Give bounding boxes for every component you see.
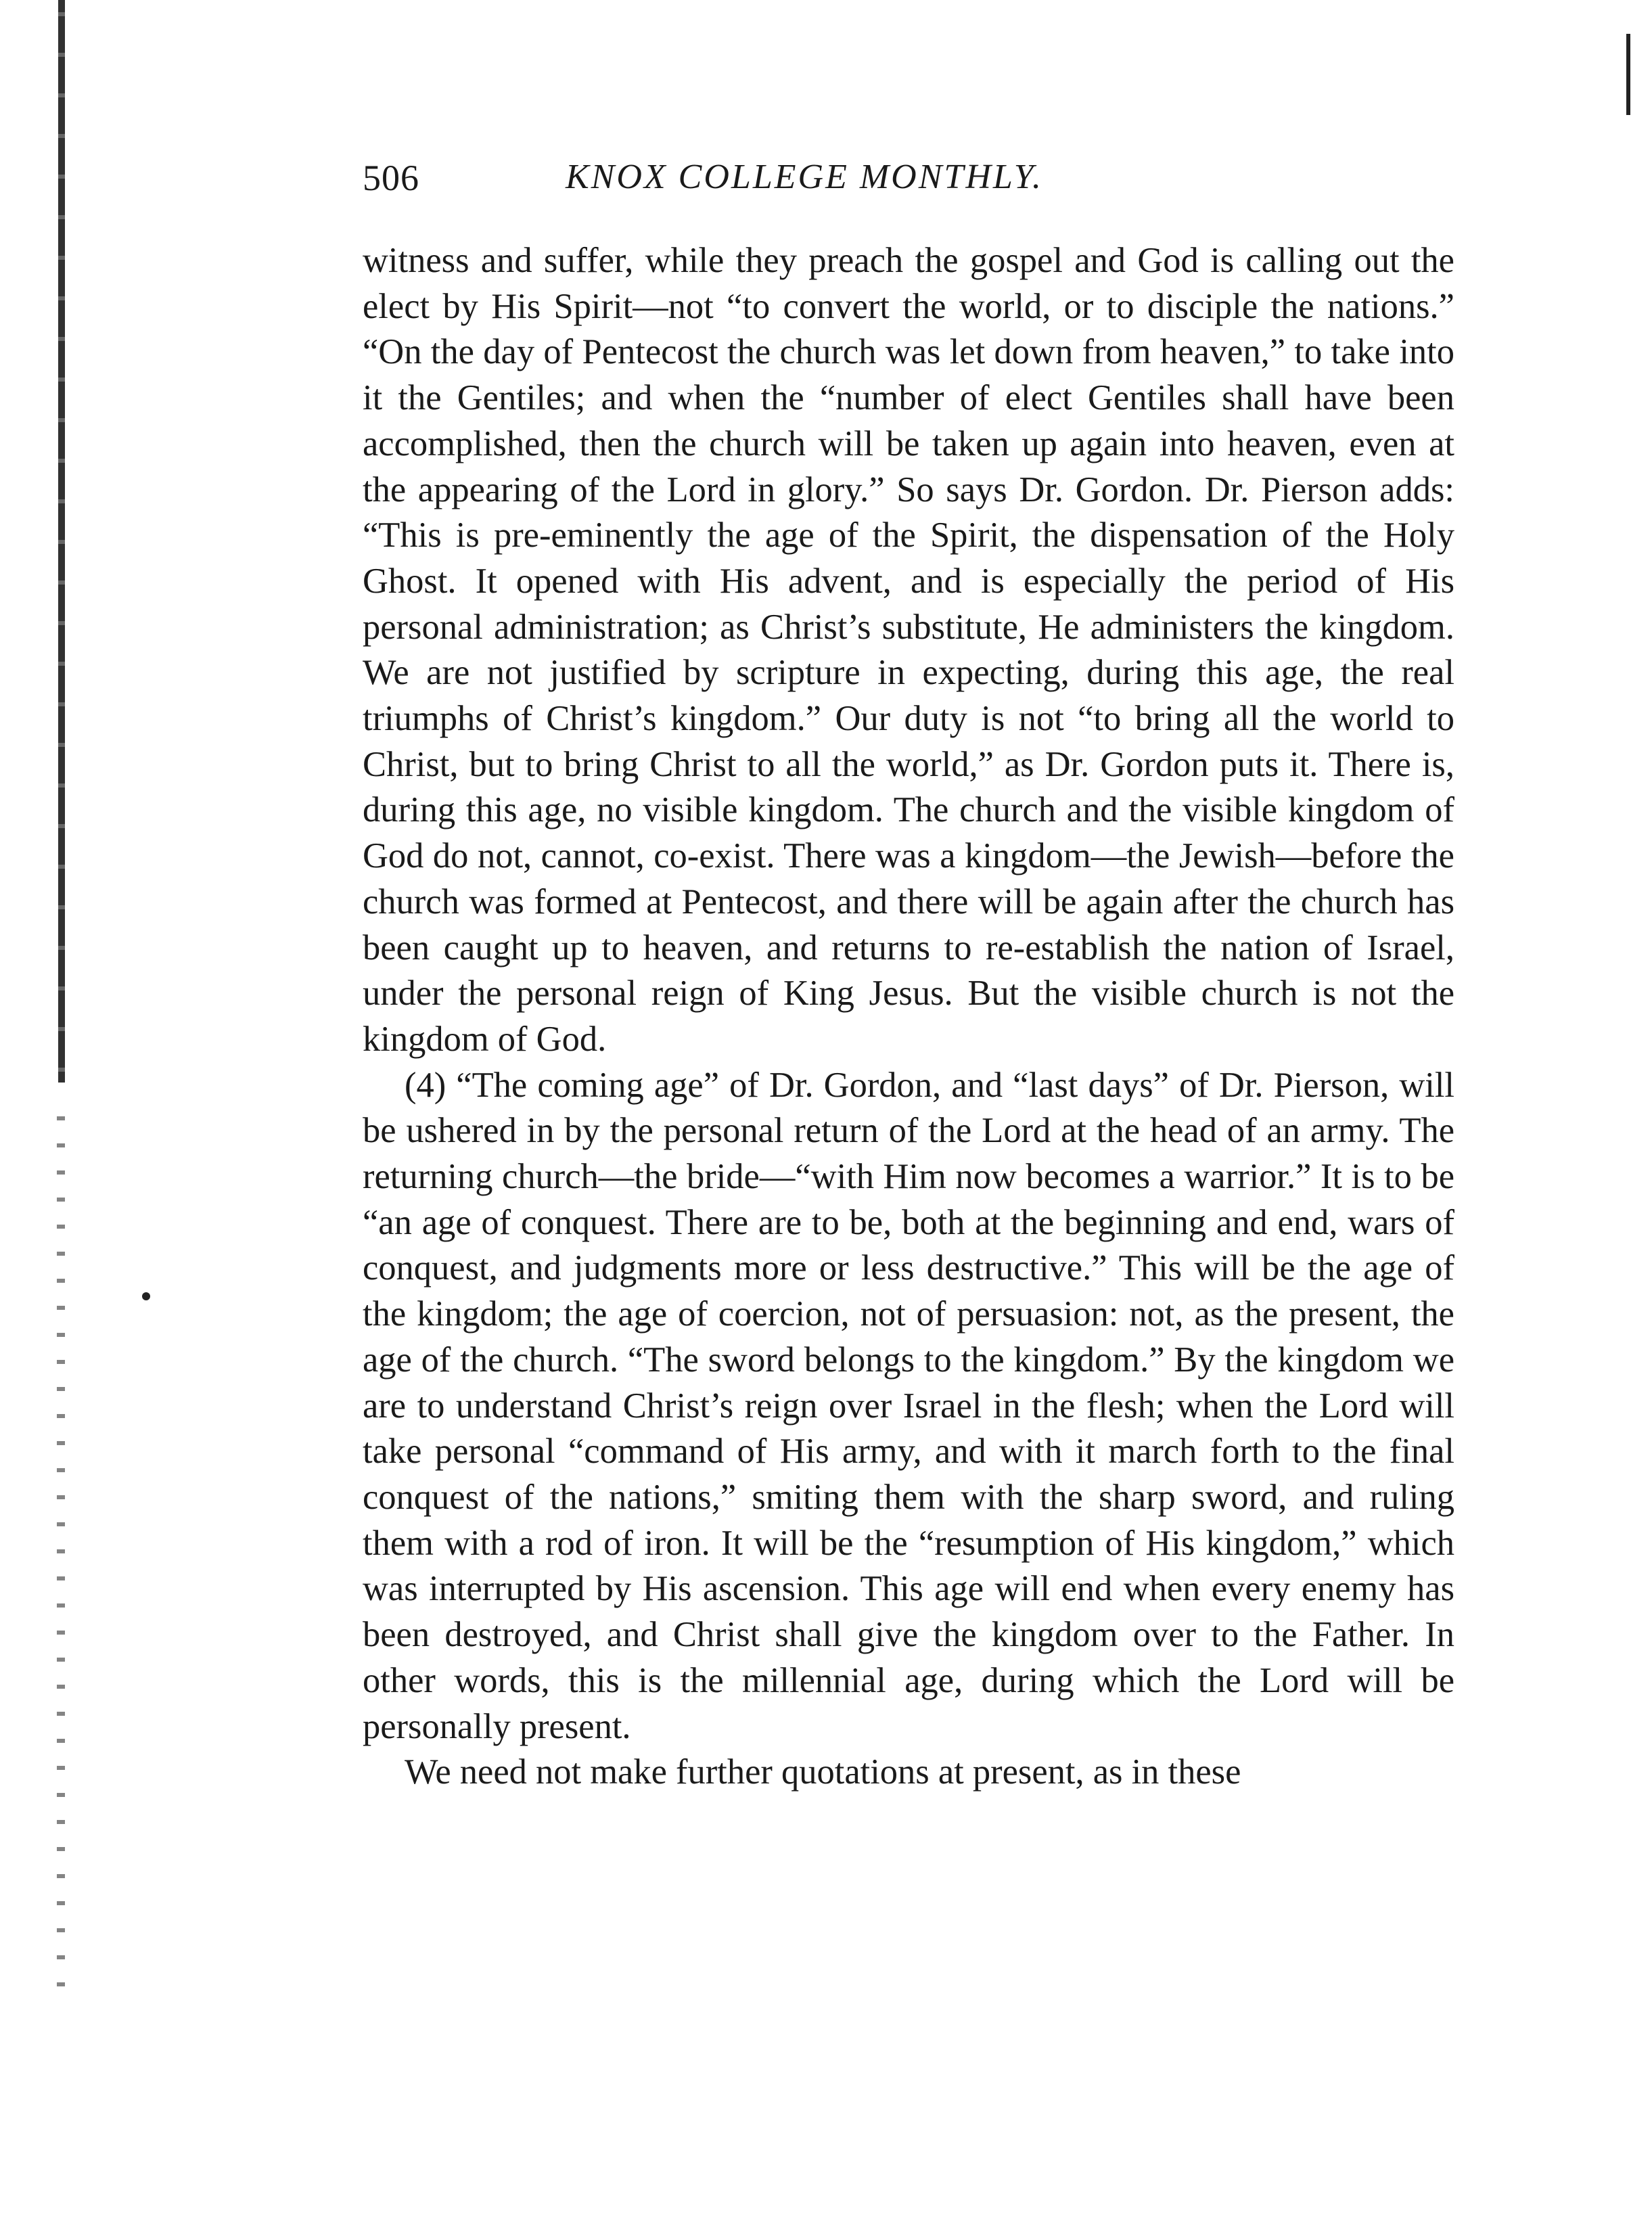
binding-edge-artifact xyxy=(58,0,65,1083)
stray-ink-dot xyxy=(142,1292,150,1300)
journal-title: KNOX COLLEGE MONTHLY. xyxy=(566,158,1043,196)
running-head xyxy=(363,157,1445,211)
paragraph-3: We need not make further quotations at present, as in these xyxy=(405,1752,1241,1792)
page-number: 506 xyxy=(363,158,419,198)
binding-dots-artifact xyxy=(57,1116,65,1996)
paragraph-2: (4) “The coming age” of Dr. Gordon, and “last days” of Dr. Pierson, will be ushered in by the personal return of the Lord at the head of an army. The returning church—the bride—“with Him now becomes a warrior.” It is to be “an age of conquest. There are to be, both at the beginning and end, wars of conquest, and judgments more or less destructive.” This will be the age of the kingdom; the age of coercion, not of persuasion: not, as the present, the age of the church. “The sword belongs to the kingdom.” By the kingdom we are to understand Christ’s reign over Israel in the flesh; when the Lord will take personal “command of His army, and with it march forth to the final conquest of the nations,” smiting them with the sharp sword, and ruling them with a rod of iron. It will be the “resumption of His kingdom,” which was interrupted by His ascension. This age will end when every enemy has been destroyed, and Christ shall give the kingdom over to the Father. In other words, this is the millennial age, during which the Lord will be personally present. xyxy=(363,1065,1454,1746)
right-edge-artifact xyxy=(1626,34,1630,115)
body-text xyxy=(363,238,1454,1796)
paragraph-1: witness and suffer, while they preach the gospel and God is calling out the elect by His Spirit—not “to convert the world, or to disciple the nations.” “On the day of Pentecost the church was let down from heaven,” to take into it the Gentiles; and when the “number of elect Gentiles shall have been accomplished, then the church will be taken up again into heaven, even at the appearing of the Lord in glory.” So says Dr. Gordon. Dr. Pierson adds: “This is pre-eminently the age of the Spirit, the dispensation of the Holy Ghost. It opened with His advent, and is especially the period of His personal administration; as Christ’s substitute, He administers the kingdom. We are not justified by scripture in expecting, during this age, the real triumphs of Christ’s kingdom.” Our duty is not “to bring all the world to Christ, but to bring Christ to all the world,” as Dr. Gordon puts it. There is, during this age, no visible kingdom. The church and the visible kingdom of God do not, cannot, co-exist. There was a kingdom—the Jewish—before the church was formed at Pentecost, and there will be again after the church has been caught up to heaven, and returns to re-establish the nation of Israel, under the personal reign of King Jesus. But the visible church is not the kingdom of God. xyxy=(363,241,1454,1059)
